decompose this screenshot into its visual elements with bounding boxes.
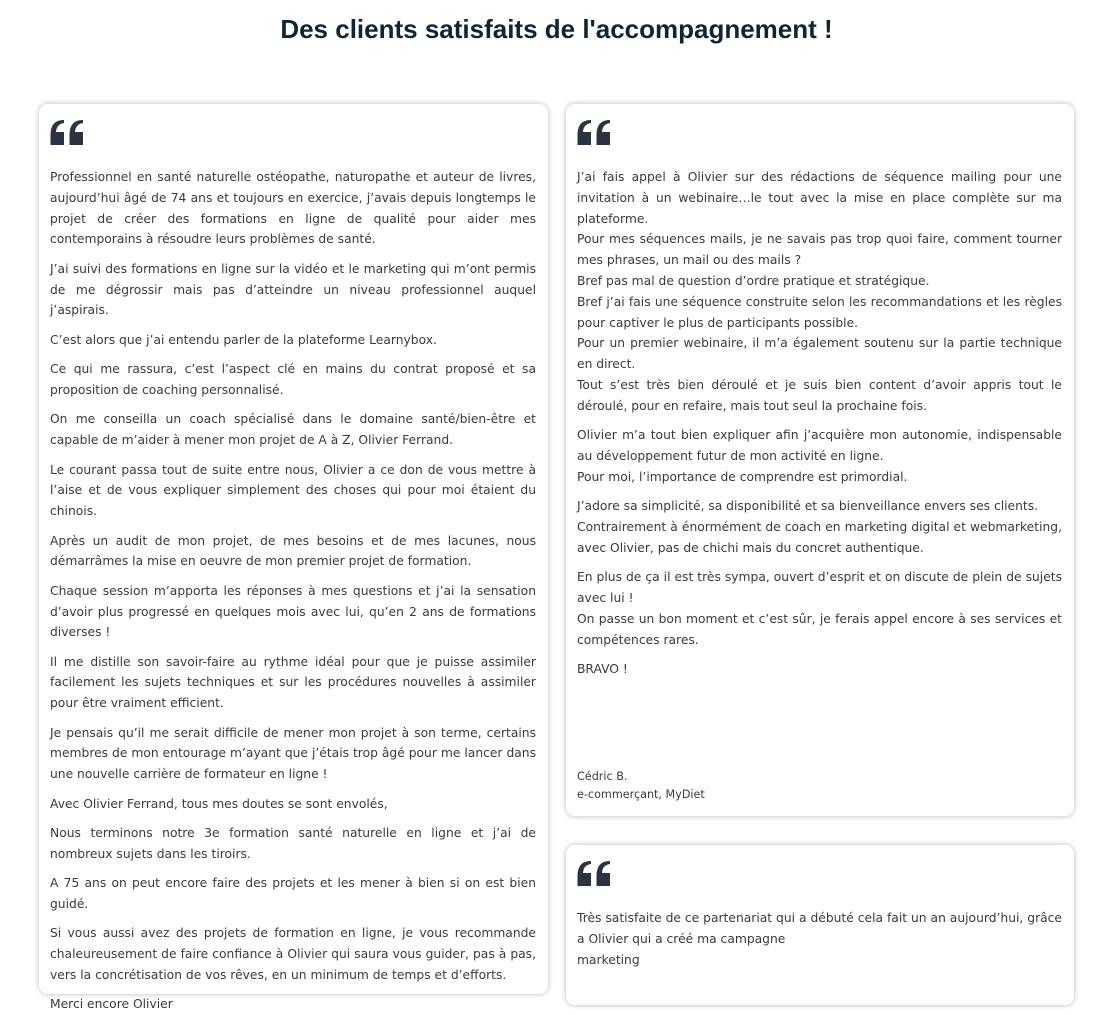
testimonial-paragraph: Merci encore Olivier xyxy=(50,997,173,1012)
testimonial-paragraph: J’adore sa simplicité, sa disponibilité et sa bienveillance envers ses clients. xyxy=(577,499,1039,514)
testimonial-paragraph: En plus de ça il est très sympa, ouvert d’esprit et on discute de plein de sujets avec lui ! xyxy=(577,570,1062,605)
testimonial-paragraph: Je pensais qu’il me serait difficile de mener mon projet à son terme, certains membres de mon entourage m’ayant que j’étais trop âgé pour me lancer dans une nouvelle carrière de formateur en ligne ! xyxy=(50,725,536,782)
testimonial-paragraph: Après un audit de mon projet, de mes besoins et de mes lacunes, nous démarrâmes la mise en oeuvre de mon premier projet de formation. xyxy=(50,533,536,569)
testimonial-text xyxy=(577,908,1062,970)
testimonial-paragraph: J’ai suivi des formations en ligne sur la vidéo et le marketing qui m’ont permis de me dégrossir mais pas d’atteindre un niveau professionnel auquel j’aspirais. xyxy=(50,261,536,318)
testimonial-paragraph: Si vous aussi avez des projets de formation en ligne, je vous recommande chaleureusement de faire confiance à Olivier qui saura vous guider, pas à pas, vers la concrétisation de vos rêves, en un minimum de temps et d’efforts. xyxy=(50,926,536,983)
testimonial-paragraph: Olivier m’a tout bien expliquer afin j’acquière mon autonomie, indispensable au développement futur de mon activité en ligne. xyxy=(577,428,1062,463)
testimonial-card xyxy=(39,104,548,1012)
testimonial-paragraph: Tout s’est très bien déroulé et je suis bien content d’avoir appris tout le déroulé, pour en refaire, mais tout seul la prochaine fois. xyxy=(577,377,1062,413)
testimonial-paragraph: On me conseilla un coach spécialisé dans le domaine santé/bien-être et capable de m’aider à mener mon projet de A à Z, Olivier Ferrand. xyxy=(50,412,536,448)
quote-icon xyxy=(50,116,84,146)
testimonial-paragraph: Bref j’ai fais une séquence construite selon les recommandations et les règles pour captiver le plus de participants possible. xyxy=(577,294,1062,330)
testimonial-paragraph: Contrairement à énormément de coach en marketing digital et webmarketing, avec Olivier, pas de chichi mais du concret authentique. xyxy=(577,519,1062,555)
testimonial-paragraph: Professionnel en santé naturelle ostéopathe, naturopathe et auteur de livres, aujourd’hui âgé de 74 ans et toujours en exercice, j’avais depuis longtemps le projet de créer des formations en ligne de qualité pour aider mes contemporains à résoudre leurs problèmes de santé. xyxy=(50,170,536,247)
testimonial-paragraph: Le courant passa tout de suite entre nous, Olivier a ce don de vous mettre à l’aise et de vous expliquer simplement des choses qui pour moi étaient du chinois. xyxy=(50,462,536,519)
testimonial-card xyxy=(566,104,1074,816)
testimonial-paragraph: J’ai fais appel à Olivier sur des rédactions de séquence mailing pour une invitation à un webinaire…le tout avec la mise en place complète sur ma plateforme. xyxy=(577,170,1062,226)
testimonial-text xyxy=(577,167,1062,680)
quote-icon xyxy=(577,116,611,146)
testimonial-paragraph: C’est alors que j’ai entendu parler de la plateforme Learnybox. xyxy=(50,332,437,347)
testimonial-paragraph: Pour un premier webinaire, il m’a également soutenu sur la partie technique en direct. xyxy=(577,336,1062,372)
testimonial-text xyxy=(50,167,536,1015)
testimonial-paragraph: Pour moi, l’importance de comprendre est primordial. xyxy=(577,469,908,484)
testimonial-card xyxy=(566,845,1074,1005)
testimonial-author xyxy=(577,768,705,804)
testimonial-paragraph: On passe un bon moment et c’est sûr, je ferais appel encore à ses services et compétences rares. xyxy=(577,611,1062,647)
testimonial-paragraph: marketing xyxy=(577,952,640,967)
author-name: Cédric B. xyxy=(577,770,628,783)
testimonial-paragraph: Très satisfaite de ce partenariat qui a débuté cela fait un an aujourd’hui, grâce a Olivier qui a créé ma campagne xyxy=(577,911,1062,946)
testimonial-paragraph: Il me distille son savoir-faire au rythme idéal pour que je puisse assimiler facilement les sujets techniques et sur les procédures nouvelles à assimiler pour être vraiment efficient. xyxy=(50,654,536,711)
testimonial-paragraph: Bref pas mal de question d’ordre pratique et stratégique. xyxy=(577,273,930,288)
testimonial-paragraph: A 75 ans on peut encore faire des projets et les mener à bien si on est bien guidé. xyxy=(50,876,536,912)
testimonial-paragraph: BRAVO ! xyxy=(577,661,628,676)
testimonial-paragraph: Pour mes séquences mails, je ne savais pas trop quoi faire, comment tourner mes phrases, un mail ou des mails ? xyxy=(577,232,1062,268)
page-title: Des clients satisfaits de l'accompagnement ! xyxy=(280,14,833,44)
author-role: e-commerçant, MyDiet xyxy=(577,788,705,801)
testimonial-paragraph: Avec Olivier Ferrand, tous mes doutes se sont envolés, xyxy=(50,796,388,811)
quote-icon xyxy=(577,857,611,887)
testimonial-paragraph: Nous terminons notre 3e formation santé naturelle en ligne et j’ai de nombreux sujets dans les tiroirs. xyxy=(50,826,536,861)
testimonial-paragraph: Ce qui me rassura, c’est l’aspect clé en mains du contrat proposé et sa proposition de coaching personnalisé. xyxy=(50,362,536,397)
testimonial-paragraph: Chaque session m’apporta les réponses à mes questions et j’ai la sensation d’avoir plus progressé en quelques mois avec lui, qu’en 2 ans de formations diverses ! xyxy=(50,583,536,640)
